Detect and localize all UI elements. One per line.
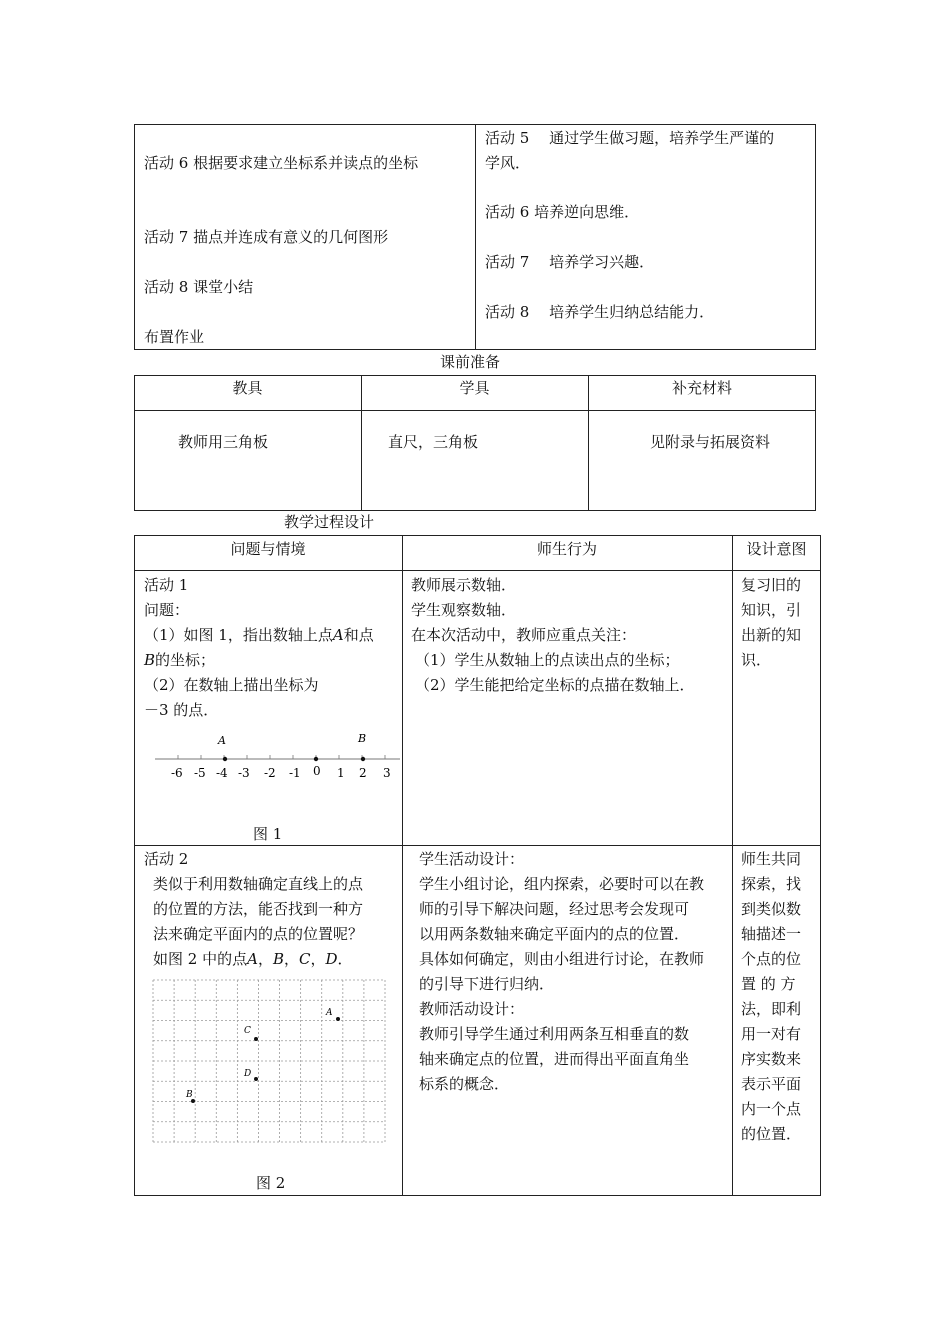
process-header-question: 问题与情境 bbox=[230, 540, 306, 558]
act1-behavior-3: 在本次活动中，教师应重点关注： bbox=[411, 626, 637, 644]
grid-label-c: C bbox=[244, 1026, 251, 1036]
prep-header-rule bbox=[134, 410, 816, 411]
top-left-item-4: 布置作业 bbox=[144, 328, 205, 346]
prep-header-teaching-aids: 教具 bbox=[232, 379, 263, 397]
process-header-behavior: 师生行为 bbox=[536, 540, 597, 558]
act1-intent-3: 出新的知 bbox=[741, 626, 802, 644]
act2-intent-1: 师生共同 bbox=[741, 850, 802, 868]
act2-intent-6: 置 的 方 bbox=[741, 975, 796, 993]
act2-period: ． bbox=[337, 950, 353, 968]
act1-q2: （2）在数轴上描出坐标为 bbox=[144, 676, 319, 694]
act2-comma: ， bbox=[283, 950, 299, 968]
tick-label: -1 bbox=[289, 766, 301, 780]
act1-q1-text-b: 和点 bbox=[343, 626, 374, 644]
act1-q1 bbox=[144, 623, 374, 648]
act1-q1-point-b: B bbox=[144, 651, 156, 669]
act2-behavior-2: 学生小组讨论，组内探索，必要时可以在教 bbox=[419, 875, 705, 893]
act1-behavior-2: 学生观察数轴． bbox=[411, 601, 517, 619]
act2-behavior-4: 以用两条数轴来确定平面内的点的位置． bbox=[419, 925, 690, 943]
prep-value-teaching-aids: 教师用三角板 bbox=[178, 433, 269, 451]
act2-intent-12: 的位置． bbox=[741, 1125, 802, 1143]
act2-behavior-6: 的引导下进行归纳． bbox=[419, 975, 555, 993]
act2-behavior-7: 教师活动设计： bbox=[419, 1000, 525, 1018]
act2-title: 活动 2 bbox=[144, 850, 189, 868]
act1-title: 活动 1 bbox=[144, 576, 189, 594]
process-title: 教学过程设计 bbox=[284, 513, 375, 531]
act2-intent-9: 序实数来 bbox=[741, 1050, 802, 1068]
act2-intent-7: 法，即利 bbox=[741, 1000, 802, 1018]
act1-intent-2: 知识，引 bbox=[741, 601, 802, 619]
prep-value-student-tools: 直尺，三角板 bbox=[388, 433, 479, 451]
act2-q-text: 如图 2 中的点 bbox=[153, 950, 248, 968]
top-right-item-1b: 学风． bbox=[485, 154, 531, 172]
tick-label: -3 bbox=[238, 766, 250, 780]
act1-behavior-1: 教师展示数轴． bbox=[411, 576, 517, 594]
number-line-label-a: A bbox=[218, 734, 226, 747]
act2-behavior-1: 学生活动设计： bbox=[419, 850, 525, 868]
act1-q1-cont bbox=[144, 648, 215, 673]
top-table-divider bbox=[475, 124, 476, 350]
act2-comma: ， bbox=[257, 950, 273, 968]
top-left-item-1: 活动 6 根据要求建立坐标系并读点的坐标 bbox=[144, 154, 419, 172]
process-divider-1 bbox=[402, 535, 403, 1196]
process-divider-2 bbox=[732, 535, 733, 1196]
act2-comma: ， bbox=[310, 950, 326, 968]
grid-label-a: A bbox=[326, 1008, 333, 1018]
grid-lines bbox=[153, 980, 385, 1142]
prep-value-supplementary: 见附录与拓展资料 bbox=[650, 433, 771, 451]
act2-intent-11: 内一个点 bbox=[741, 1100, 802, 1118]
act2-q-line-3: 法来确定平面内的点的位置呢？ bbox=[153, 925, 364, 943]
tick-label: 1 bbox=[337, 766, 345, 780]
act2-intent-2: 探索，找 bbox=[741, 875, 802, 893]
top-right-item-2: 活动 6 培养逆向思维． bbox=[485, 203, 640, 221]
act1-q1-text-c: 的坐标； bbox=[155, 651, 216, 669]
prep-header-supplementary: 补充材料 bbox=[671, 379, 732, 397]
act2-point-d: D bbox=[325, 950, 338, 968]
act2-point-b: B bbox=[272, 950, 284, 968]
act2-behavior-5: 具体如何确定，则由小组进行讨论，在教师 bbox=[419, 950, 705, 968]
act1-behavior-5: （2）学生能把给定坐标的点描在数轴上． bbox=[415, 676, 695, 694]
process-header-rule bbox=[134, 570, 821, 571]
act2-intent-10: 表示平面 bbox=[741, 1075, 802, 1093]
tick-label: -6 bbox=[171, 766, 183, 780]
number-line-figure bbox=[150, 728, 400, 788]
act2-q-line-2: 的位置的方法，能否找到一种方 bbox=[153, 900, 364, 918]
act2-intent-8: 用一对有 bbox=[741, 1025, 802, 1043]
act1-q1-text-a: （1）如图 1，指出数轴上点 bbox=[144, 626, 333, 644]
number-line-label-b: B bbox=[358, 732, 367, 745]
grid-point-a bbox=[336, 1017, 340, 1021]
act1-q1-point-a: A bbox=[332, 626, 344, 644]
tick-label: -4 bbox=[216, 766, 228, 780]
act1-q2-cont: －3 的点． bbox=[144, 701, 219, 719]
process-header-intent: 设计意图 bbox=[746, 540, 807, 558]
grid-label-b: B bbox=[186, 1090, 193, 1100]
act1-problem-label: 问题： bbox=[144, 601, 190, 619]
figure-2-caption: 图 2 bbox=[256, 1174, 286, 1192]
number-line-point-a bbox=[223, 757, 227, 761]
act2-intent-4: 轴描述一 bbox=[741, 925, 802, 943]
grid-figure bbox=[151, 978, 387, 1144]
tick-label: 2 bbox=[359, 766, 367, 780]
process-row-rule bbox=[134, 845, 821, 846]
grid-point-d bbox=[254, 1077, 258, 1081]
grid-label-d: D bbox=[244, 1069, 252, 1079]
tick-label: 0 bbox=[313, 764, 321, 778]
act2-behavior-8: 教师引导学生通过利用两条互相垂直的数 bbox=[419, 1025, 690, 1043]
act2-q-line-1: 类似于利用数轴确定直线上的点 bbox=[153, 875, 364, 893]
act2-point-c: C bbox=[299, 950, 311, 968]
act2-intent-5: 个点的位 bbox=[741, 950, 802, 968]
top-right-item-3: 活动 7 培养学习兴趣． bbox=[485, 253, 655, 271]
act2-behavior-10: 标系的概念． bbox=[419, 1075, 510, 1093]
prep-title: 课前准备 bbox=[439, 353, 500, 371]
number-line-point-b bbox=[361, 757, 365, 761]
figure-1-caption: 图 1 bbox=[253, 825, 283, 843]
act1-behavior-4: （1）学生从数轴上的点读出点的坐标； bbox=[415, 651, 680, 669]
act2-intent-3: 到类似数 bbox=[741, 900, 802, 918]
number-line-ticks bbox=[178, 755, 400, 759]
tick-label: -5 bbox=[194, 766, 206, 780]
tick-label: 3 bbox=[383, 766, 391, 780]
top-right-item-4: 活动 8 培养学生归纳总结能力． bbox=[485, 303, 715, 321]
top-right-item-1: 活动 5 通过学生做习题，培养学生严谨的 bbox=[485, 129, 775, 147]
act1-intent-1: 复习旧的 bbox=[741, 576, 802, 594]
tick-label: -2 bbox=[264, 766, 276, 780]
prep-header-student-tools: 学具 bbox=[459, 379, 490, 397]
number-line-point-origin bbox=[314, 757, 318, 761]
top-left-item-3: 活动 8 课堂小结 bbox=[144, 278, 254, 296]
top-left-item-2: 活动 7 描点并连成有意义的几何图形 bbox=[144, 228, 389, 246]
act1-intent-4: 识． bbox=[741, 651, 772, 669]
act2-behavior-3: 师的引导下解决问题，经过思考会发现可 bbox=[419, 900, 690, 918]
grid-point-c bbox=[254, 1037, 258, 1041]
act2-behavior-9: 轴来确定点的位置，进而得出平面直角坐 bbox=[419, 1050, 690, 1068]
number-line-tick-labels bbox=[171, 764, 391, 780]
act2-q-line-4 bbox=[153, 947, 353, 972]
act2-point-a: A bbox=[247, 950, 258, 968]
